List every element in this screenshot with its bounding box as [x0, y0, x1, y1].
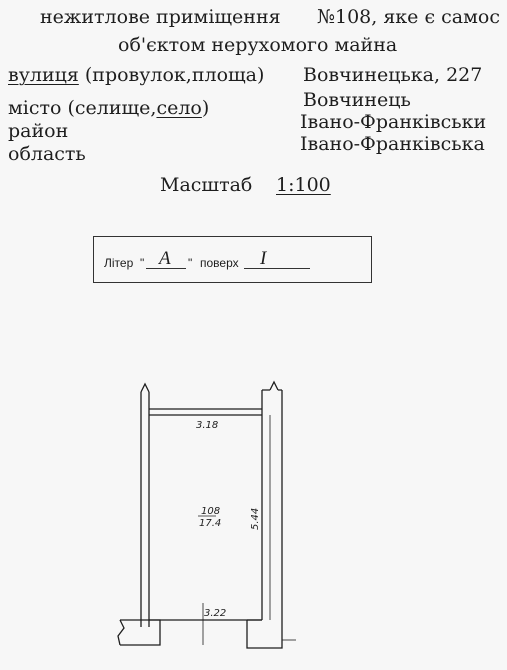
street-label-prefix: вулиця — [8, 64, 79, 86]
liter-label: Літер — [104, 256, 134, 270]
bottom-left-break — [118, 620, 124, 645]
floor-label: поверх — [200, 256, 239, 270]
region-label: область — [8, 143, 86, 165]
bottom-right-block — [247, 620, 282, 648]
city-value: Вовчинець — [303, 89, 411, 111]
scale-label: Масштаб — [160, 174, 253, 196]
liter-value: A — [159, 248, 171, 269]
liter-quote-open: " — [140, 256, 145, 270]
region-value: Івано-Франківська — [300, 133, 485, 155]
room-area: 17.4 — [199, 518, 222, 529]
doc-title-line1-left: нежитлове приміщення — [40, 6, 281, 28]
left-wall-break-top — [141, 384, 149, 392]
doc-title-line2: об'єктом нерухомого майна — [118, 34, 398, 56]
city-label-suffix: ) — [201, 97, 210, 119]
room-number: 108 — [201, 506, 221, 517]
dim-bottom-width: 3.22 — [204, 608, 227, 619]
street-label-rest: (провулок,площа) — [78, 64, 265, 86]
doc-title-line1-right: №108, яке є самос — [317, 6, 500, 28]
liter-quote-close: " — [188, 256, 193, 270]
street-value: Вовчинецька, 227 — [303, 64, 483, 86]
city-label-prefix: місто (селище, — [8, 97, 157, 119]
scale-value: 1:100 — [276, 174, 331, 196]
floor-value: I — [260, 248, 267, 269]
city-label-selo: село — [156, 97, 202, 119]
district-label: район — [8, 120, 69, 142]
dim-height: 5.44 — [250, 507, 261, 530]
dim-top-width: 3.18 — [196, 420, 219, 431]
district-value: Івано-Франківськи — [300, 111, 487, 133]
bottom-left-block — [120, 620, 160, 645]
right-wall-break-top — [270, 382, 278, 390]
